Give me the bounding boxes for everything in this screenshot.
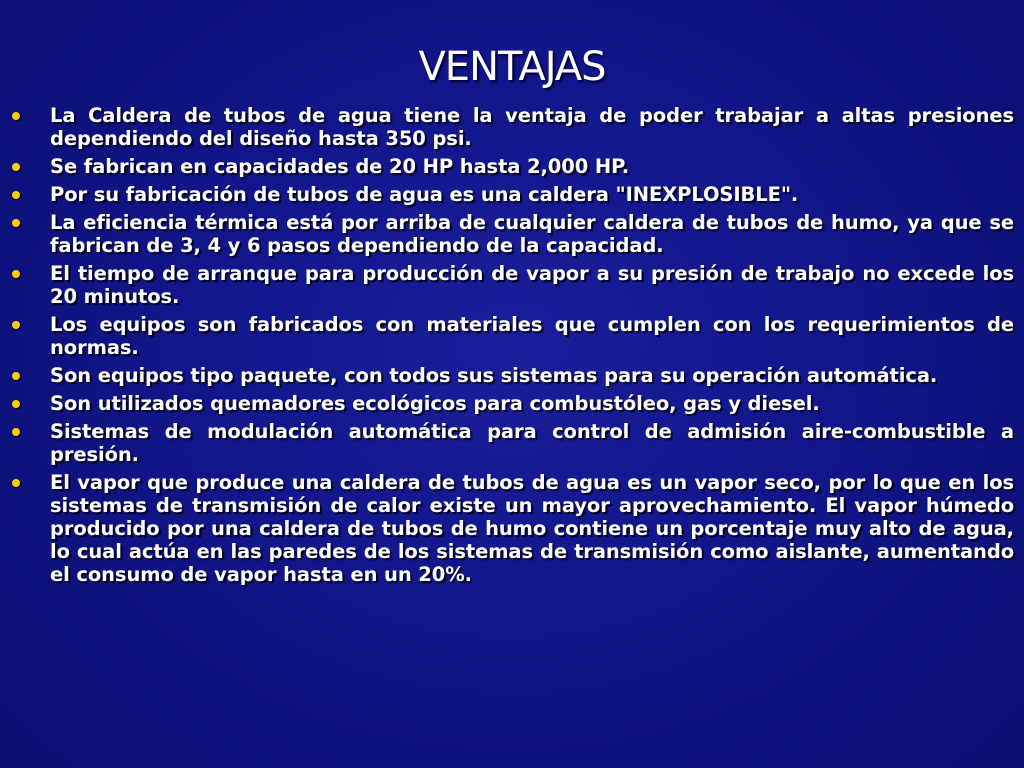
bullet-item xyxy=(12,364,1014,387)
bullet-list xyxy=(12,104,1014,591)
bullet-dot-icon xyxy=(12,428,20,436)
bullet-dot-icon xyxy=(12,112,20,120)
bullet-dot-icon xyxy=(12,191,20,199)
bullet-text: El vapor que produce una caldera de tubos de agua es un vapor seco, por lo que en los sistemas de transmisión de calor existe un mayor aprovechamiento. El vapor húmedo producido por una caldera de tubos de humo contiene un porcentaje muy alto de agua, lo cual actúa en las paredes de los sistemas de transmisión como aislante, aumentando el consumo de vapor hasta en un 20%. xyxy=(50,471,1014,586)
bullet-text: La Caldera de tubos de agua tiene la ventaja de poder trabajar a altas presiones dependiendo del diseño hasta 350 psi. xyxy=(50,104,1014,150)
bullet-dot-icon xyxy=(12,400,20,408)
bullet-item xyxy=(12,183,1014,206)
bullet-dot-icon xyxy=(12,219,20,227)
bullet-item xyxy=(12,104,1014,150)
bullet-dot-icon xyxy=(12,163,20,171)
bullet-item xyxy=(12,313,1014,359)
bullet-text: La eficiencia térmica está por arriba de cualquier caldera de tubos de humo, ya que se fabrican de 3, 4 y 6 pasos dependiendo de la capacidad. xyxy=(50,211,1014,257)
bullet-text: Los equipos son fabricados con materiales que cumplen con los requerimientos de normas. xyxy=(50,313,1014,359)
bullet-text: Son utilizados quemadores ecológicos para combustóleo, gas y diesel. xyxy=(50,392,820,415)
slide-title: VENTAJAS xyxy=(418,44,606,90)
bullet-text: Se fabrican en capacidades de 20 HP hasta 2,000 HP. xyxy=(50,155,630,178)
bullet-dot-icon xyxy=(12,321,20,329)
bullet-item xyxy=(12,155,1014,178)
bullet-text: El tiempo de arranque para producción de vapor a su presión de trabajo no excede los 20 minutos. xyxy=(50,262,1014,308)
bullet-text: Por su fabricación de tubos de agua es una caldera "INEXPLOSIBLE". xyxy=(50,183,799,206)
bullet-item xyxy=(12,471,1014,586)
bullet-item xyxy=(12,262,1014,308)
bullet-dot-icon xyxy=(12,479,20,487)
bullet-item xyxy=(12,211,1014,257)
bullet-item xyxy=(12,392,1014,415)
bullet-text: Son equipos tipo paquete, con todos sus sistemas para su operación automática. xyxy=(50,364,938,387)
bullet-dot-icon xyxy=(12,372,20,380)
bullet-dot-icon xyxy=(12,270,20,278)
bullet-item xyxy=(12,420,1014,466)
bullet-text: Sistemas de modulación automática para control de admisión aire-combustible a presión. xyxy=(50,420,1014,466)
